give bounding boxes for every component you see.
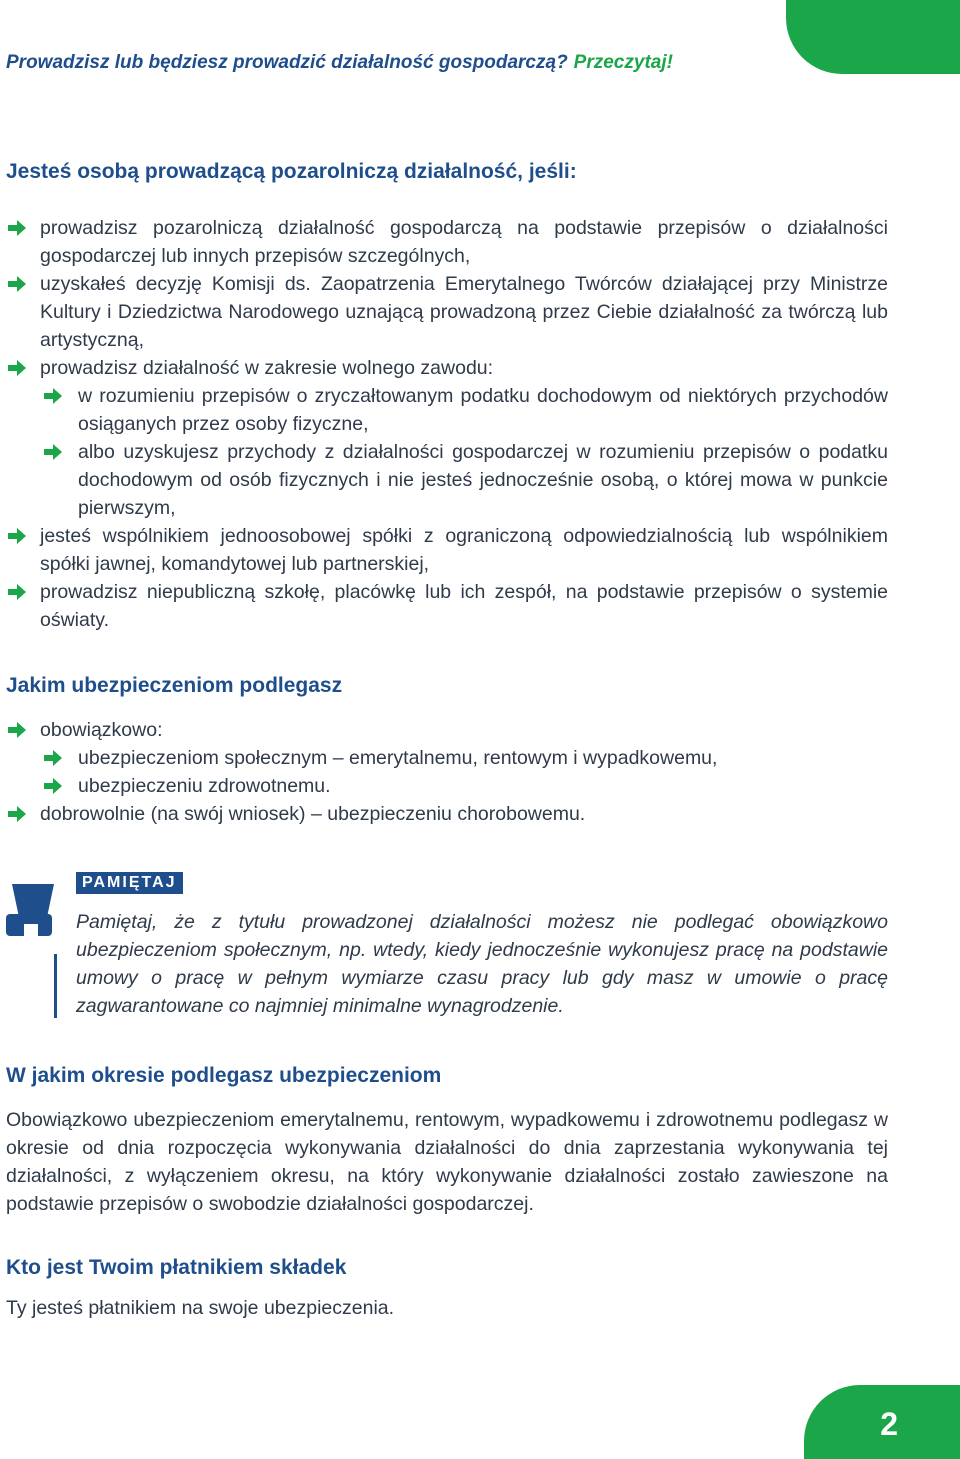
sublist-item: ubezpieczeniu zdrowotnemu. [42, 772, 888, 800]
reminder-box [6, 872, 888, 1020]
insurance-list-continued [6, 800, 888, 828]
main-content [6, 160, 888, 1322]
section-title-insurance: Jakim ubezpieczeniom podlegasz [6, 674, 343, 697]
green-arrow-icon [6, 274, 28, 294]
header-question: Prowadzisz lub będziesz prowadzić działalność gospodarczą? [6, 52, 568, 73]
reminder-text: Pamiętaj, że z tytułu prowadzonej działalności możesz nie podlegać obowiązkowo ubezpieczeniom społecznym, np. wtedy, kiedy jednocześnie wykonujesz pracę na podstawie umowy o pracę w pełnym wymiarze czasu pracy lub gdy masz w umowie o pracę zagwarantowane co najmniej minimalne wynagrodzenie. [76, 911, 888, 1017]
page-number: 2 [880, 1406, 898, 1442]
green-arrow-icon [42, 748, 64, 768]
list-item: prowadzisz niepubliczną szkołę, placówkę lub ich zespół, na podstawie przepisów o systemie oświaty. [6, 578, 888, 634]
insurance-list [6, 716, 888, 744]
free-profession-sublist [42, 382, 888, 522]
green-arrow-icon [42, 776, 64, 796]
green-arrow-icon [42, 386, 64, 406]
who-list [6, 214, 888, 382]
header-cta: Przeczytaj! [573, 52, 673, 73]
payer-paragraph: Ty jesteś płatnikiem na swoje ubezpieczenia. [6, 1297, 395, 1319]
list-item: jesteś wspólnikiem jednoosobowej spółki z ograniczoną odpowiedzialnością lub wspólnikiem spółki jawnej, komandytowej lub partnerskiej, [6, 522, 888, 578]
list-item: prowadzisz działalność w zakresie wolnego zawodu: [6, 354, 888, 382]
page-header [6, 52, 673, 74]
corner-decoration-top [786, 0, 960, 74]
sublist-item: ubezpieczeniom społecznym – emerytalnemu, rentowym i wypadkowemu, [42, 744, 888, 772]
insurance-sublist [42, 744, 888, 800]
list-item: uzyskałeś decyzję Komisji ds. Zaopatrzenia Emerytalnego Twórców działającej przy Ministrze Kultury i Dziedzictwa Narodowego uznającą prowadzoną przez Ciebie działalność za twórczą lub artystyczną, [6, 270, 888, 354]
green-arrow-icon [6, 526, 28, 546]
section-title-payer: Kto jest Twoim płatnikiem składek [6, 1256, 347, 1279]
list-item: dobrowolnie (na swój wniosek) – ubezpieczeniu chorobowemu. [6, 800, 888, 828]
section-title-who: Jesteś osobą prowadzącą pozarolniczą działalność, jeśli: [6, 160, 577, 183]
green-arrow-icon [42, 442, 64, 462]
sublist-item: w rozumieniu przepisów o zryczałtowanym podatku dochodowym od niektórych przychodów osiąganych przez osoby fizyczne, [42, 382, 888, 438]
who-list-continued [6, 522, 888, 634]
green-arrow-icon [6, 804, 28, 824]
green-arrow-icon [6, 358, 28, 378]
sublist-item: albo uzyskujesz przychody z działalności gospodarczej w rozumieniu przepisów o podatku dochodowym od osób fizycznych i nie jesteś jednocześnie osobą, o której mowa w punkcie pierwszym, [42, 438, 888, 522]
list-item: prowadzisz pozarolniczą działalność gospodarczą na podstawie przepisów o działalności gospodarczej lub innych przepisów szczególnych, [6, 214, 888, 270]
exclamation-icon [6, 884, 58, 1018]
green-arrow-icon [6, 218, 28, 238]
section-title-period: W jakim okresie podlegasz ubezpieczeniom [6, 1064, 442, 1087]
green-arrow-icon [6, 582, 28, 602]
green-arrow-icon [6, 720, 28, 740]
period-paragraph: Obowiązkowo ubezpieczeniom emerytalnemu, rentowym, wypadkowemu i zdrowotnemu podlegasz w okresie od dnia rozpoczęcia wykonywania działalności do dnia zaprzestania wykonywania tej działalności, z wyłączeniem okresu, na który wykonywanie działalności zostało zawieszone na podstawie przepisów o swobodzie działalności gospodarczej. [6, 1109, 888, 1215]
reminder-label: PAMIĘTAJ [76, 872, 183, 894]
list-item: obowiązkowo: [6, 716, 888, 744]
